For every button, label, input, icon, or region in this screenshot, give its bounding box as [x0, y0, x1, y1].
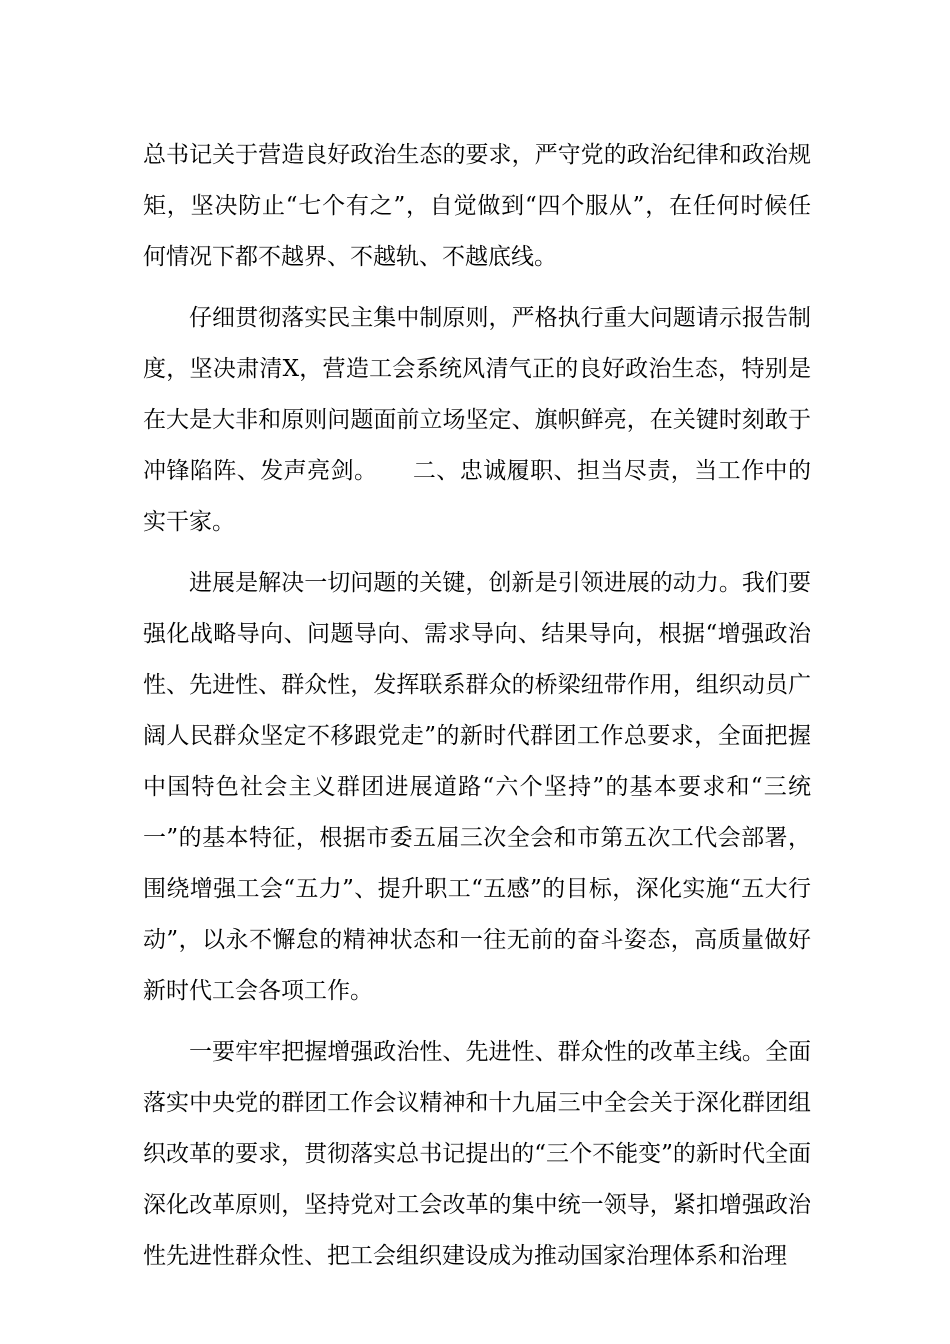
paragraph-continuation: 总书记关于营造良好政治生态的要求，严守党的政治纪律和政治规矩，坚决防止“七个有之”，自觉做到“四个服从”，在任何时候任何情况下都不越界、不越轨、不越底线。	[143, 142, 811, 270]
document-body	[143, 130, 811, 1292]
paragraph-democratic-centralism: 仔细贯彻落实民主集中制原则，严格执行重大问题请示报告制度，坚决肃清X，营造工会系统风清气正的良好政治生态，特别是在大是大非和原则问题面前立场坚定、旗帜鲜亮，在关键时刻敢于冲锋陷阵、发声亮剑。 二、忠诚履职、担当尽责，当工作中的实干家。	[143, 305, 811, 535]
paragraph-reform-mainline: 一要牢牢把握增强政治性、先进性、群众性的改革主线。全面落实中央党的群团工作会议精神和十九届三中全会关于深化群团组织改革的要求，贯彻落实总书记提出的“三个不能变”的新时代全面深化改革原则，坚持党对工会改革的集中统一领导，紧扣增强政治性先进性群众性、把工会组织建设成为推动国家治理体系和治理	[143, 1039, 811, 1269]
paragraph-development-innovation: 进展是解决一切问题的关键，创新是引领进展的动力。我们要强化战略导向、问题导向、需求导向、结果导向，根据“增强政治性、先进性、群众性，发挥联系群众的桥梁纽带作用，组织动员广阔人民群众坚定不移跟党走”的新时代群团工作总要求，全面把握中国特色社会主义群团进展道路“六个坚持”的基本要求和“三统一”的基本特征，根据市委五届三次全会和市第五次工代会部署，围绕增强工会“五力”、提升职工“五感”的目标，深化实施“五大行动”，以永不懈怠的精神状态和一往无前的奋斗姿态，高质量做好新时代工会各项工作。	[143, 570, 811, 1004]
